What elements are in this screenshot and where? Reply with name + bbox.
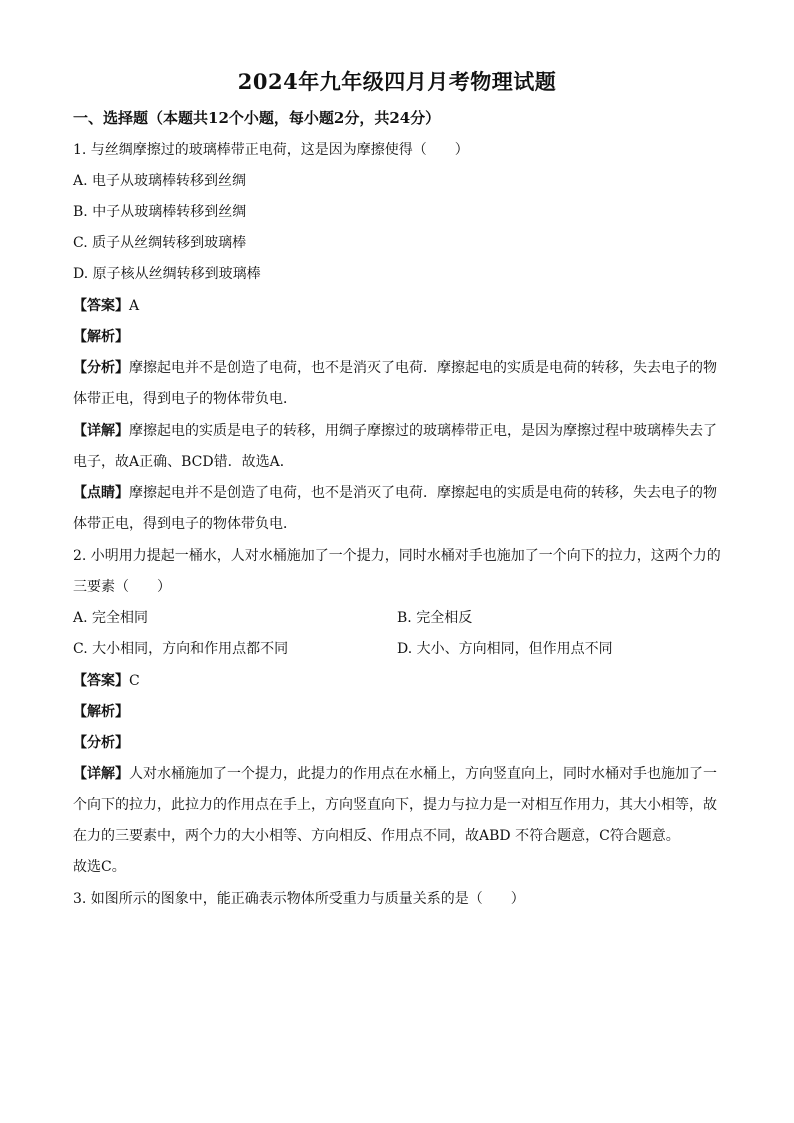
dianjing-tag: 【点睛】 <box>73 485 129 501</box>
question-2-xiangjie-cont-2: 在力的三要素中，两个力的大小相等、方向相反、作用点不同，故ABD 不符合题意，C符合题意。 <box>73 828 680 844</box>
question-2-xiangjie <box>73 765 717 783</box>
question-1-option-c: C. 质子从丝绸转移到玻璃棒 <box>73 235 247 251</box>
question-1-xiangjie-cont: 电子，故A正确、BCD错．故选A． <box>73 454 294 470</box>
question-2-xiangjie-cont-1: 个向下的拉力，此拉力的作用点在手上，方向竖直向下，提力与拉力是一对相互作用力，其大小相等，故 <box>73 797 717 813</box>
question-2-answer <box>73 672 140 690</box>
question-1-dianjing <box>73 484 717 502</box>
xiangjie-tag: 【详解】 <box>73 766 129 782</box>
question-2-conclusion: 故选C。 <box>73 859 126 875</box>
page-title: 2024年九年级四月月考物理试题 <box>237 69 557 94</box>
question-1-fenxi <box>73 359 717 377</box>
question-1-fenxi-cont: 体带正电，得到电子的物体带负电． <box>73 391 297 407</box>
answer-tag: 【答案】 <box>73 673 129 689</box>
question-2-option-b: B. 完全相反 <box>397 610 473 626</box>
answer-value: A <box>129 298 140 314</box>
question-1-analysis-tag: 【解析】 <box>73 329 129 345</box>
answer-value: C <box>129 673 140 689</box>
question-3-stem: 3. 如图所示的图象中，能正确表示物体所受重力与质量关系的是（ ） <box>73 891 525 907</box>
fenxi-tag: 【分析】 <box>73 360 129 376</box>
question-2-option-a: A. 完全相同 <box>73 610 149 626</box>
section-heading: 一、选择题（本题共12个小题，每小题2分，共24分） <box>73 109 441 127</box>
question-2-option-d: D. 大小、方向相同，但作用点不同 <box>397 641 613 657</box>
question-2-fenxi-tag: 【分析】 <box>73 735 129 751</box>
question-2-option-c: C. 大小相同，方向和作用点都不同 <box>73 641 289 657</box>
question-1-option-b: B. 中子从玻璃棒转移到丝绸 <box>73 204 247 220</box>
question-1-option-d: D. 原子核从丝绸转移到玻璃棒 <box>73 266 261 282</box>
question-1-option-a: A. 电子从玻璃棒转移到丝绸 <box>73 173 247 189</box>
question-2-stem: 2. 小明用力提起一桶水，人对水桶施加了一个提力，同时水桶对手也施加了一个向下的拉力，这两个力的 <box>73 548 721 564</box>
question-2-analysis-tag: 【解析】 <box>73 704 129 720</box>
question-1-stem: 1. 与丝绸摩擦过的玻璃棒带正电荷，这是因为摩擦使得（ ） <box>73 142 469 158</box>
xiangjie-text: 人对水桶施加了一个提力，此提力的作用点在水桶上，方向竖直向上，同时水桶对手也施加了一 <box>129 766 717 782</box>
question-1-dianjing-cont: 体带正电，得到电子的物体带负电． <box>73 516 297 532</box>
xiangjie-text: 摩擦起电的实质是电子的转移，用绸子摩擦过的玻璃棒带正电，是因为摩擦过程中玻璃棒失去了 <box>129 423 717 439</box>
question-2-stem-cont: 三要素（ ） <box>73 579 171 595</box>
answer-tag: 【答案】 <box>73 298 129 314</box>
question-1-xiangjie <box>73 422 717 440</box>
question-1-answer <box>73 297 139 315</box>
fenxi-text: 摩擦起电并不是创造了电荷，也不是消灭了电荷．摩擦起电的实质是电荷的转移，失去电子的物 <box>129 360 717 376</box>
dianjing-text: 摩擦起电并不是创造了电荷，也不是消灭了电荷．摩擦起电的实质是电荷的转移，失去电子的物 <box>129 485 717 501</box>
xiangjie-tag: 【详解】 <box>73 423 129 439</box>
